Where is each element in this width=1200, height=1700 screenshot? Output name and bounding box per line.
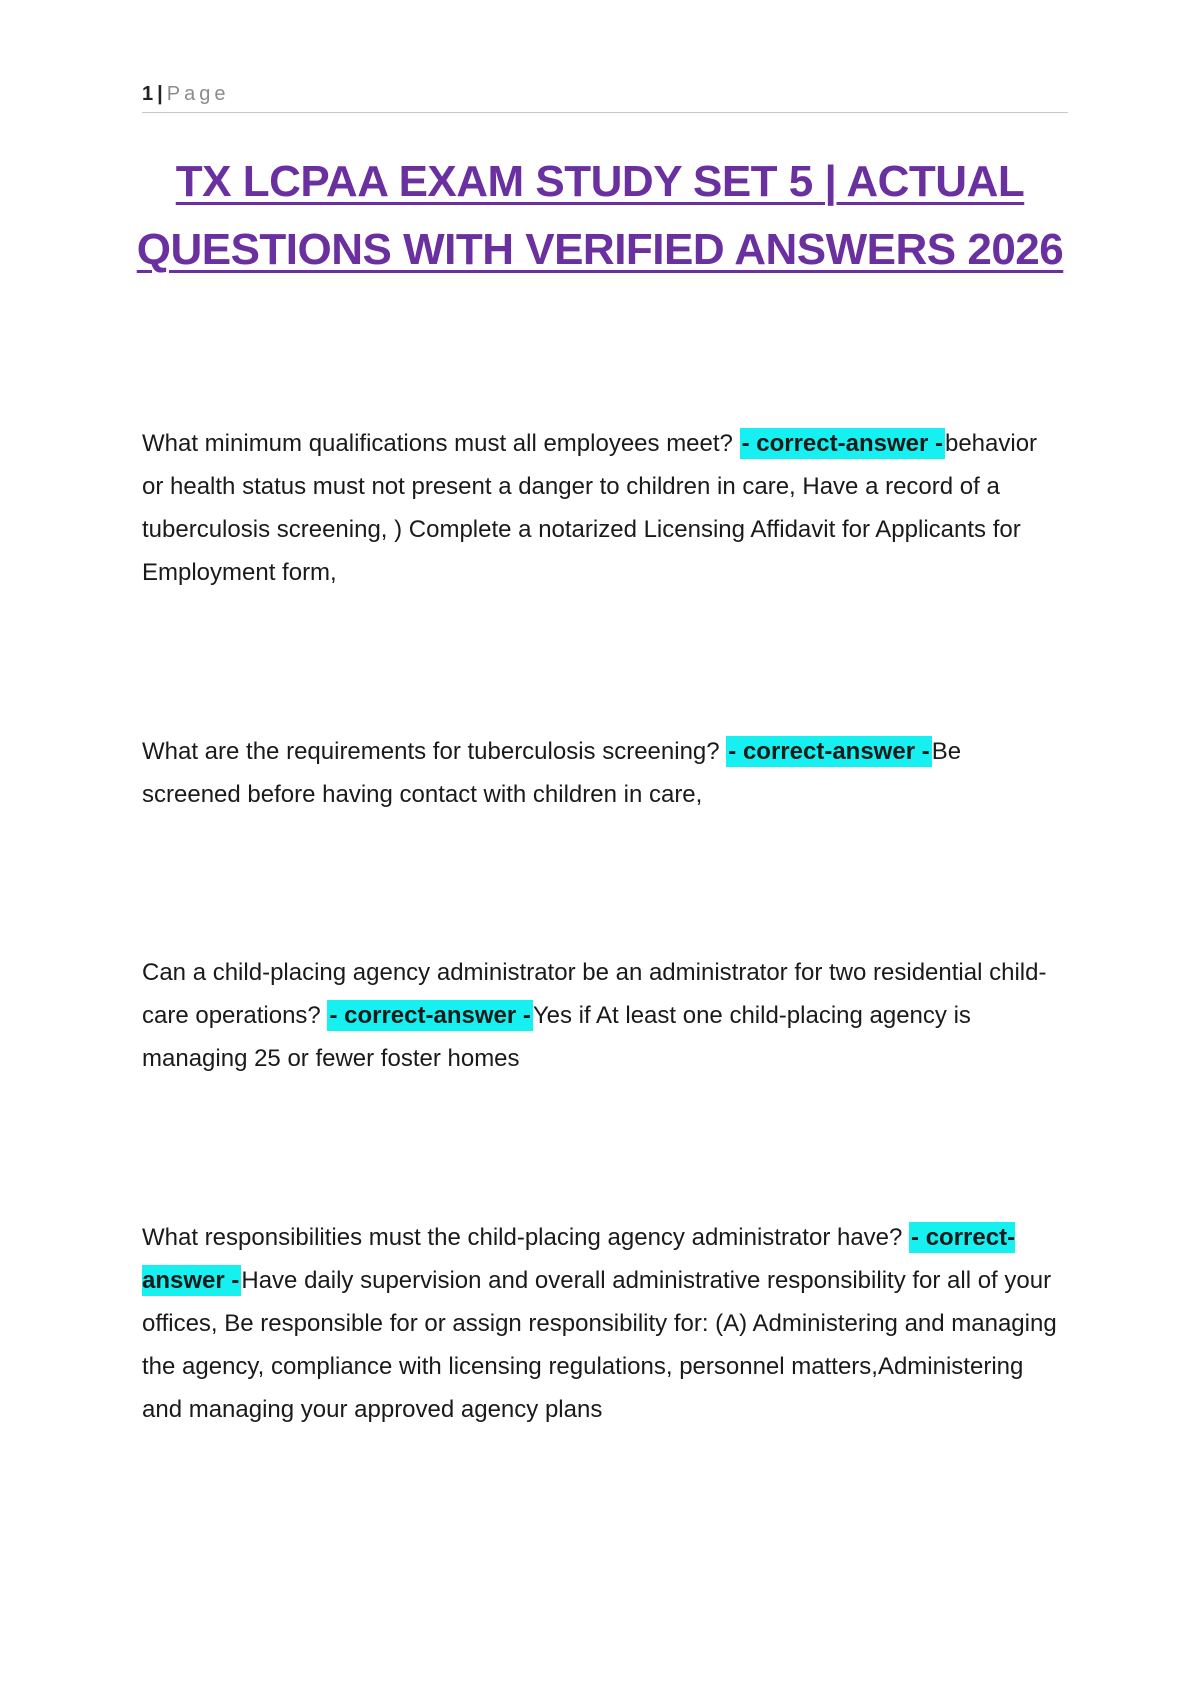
page-separator: | bbox=[157, 83, 163, 105]
qa-item bbox=[142, 951, 1062, 1080]
correct-answer-tag: - correct-answer - bbox=[142, 1224, 1016, 1294]
correct-answer-tag: - correct-answer - bbox=[329, 1002, 531, 1029]
title-line-1: TX LCPAA EXAM STUDY SET 5 | ACTUAL bbox=[175, 157, 1025, 206]
answer-text: Have daily supervision and overall administrative responsibility for all of your offices, Be responsible for or assign responsibility for: (A) Administering and managing the agency, compliance with licensing regulations, personnel matters,Administering and managing your approved agency plans bbox=[142, 1267, 1057, 1423]
qa-item bbox=[142, 1216, 1062, 1431]
title-line-2: QUESTIONS WITH VERIFIED ANSWERS 2026 bbox=[136, 225, 1064, 274]
answer-text: Yes if At least one child-placing agency is managing 25 or fewer foster homes bbox=[142, 1002, 971, 1072]
question-text: What are the requirements for tuberculosis screening? bbox=[142, 738, 727, 765]
page-header bbox=[142, 80, 1068, 113]
answer-text: Be screened before having contact with children in care, bbox=[142, 738, 962, 808]
page-label: Page bbox=[166, 83, 230, 105]
qa-item bbox=[142, 422, 1062, 594]
question-text: Can a child-placing agency administrator be an administrator for two residential child-care operations? bbox=[142, 959, 1047, 1029]
document-title bbox=[100, 148, 1100, 284]
answer-text: behavior or health status must not present a danger to children in care, Have a record of a tuberculosis screening, ) Complete a notarized Licensing Affidavit for Applicants for Employment form, bbox=[142, 430, 1038, 586]
correct-answer-tag: - correct-answer - bbox=[741, 430, 943, 457]
correct-answer-tag: - correct-answer - bbox=[728, 738, 930, 765]
page-number: 1 bbox=[142, 83, 154, 105]
qa-item bbox=[142, 730, 1062, 816]
question-text: What minimum qualifications must all employees meet? bbox=[142, 430, 740, 457]
question-text: What responsibilities must the child-placing agency administrator have? bbox=[142, 1224, 910, 1251]
